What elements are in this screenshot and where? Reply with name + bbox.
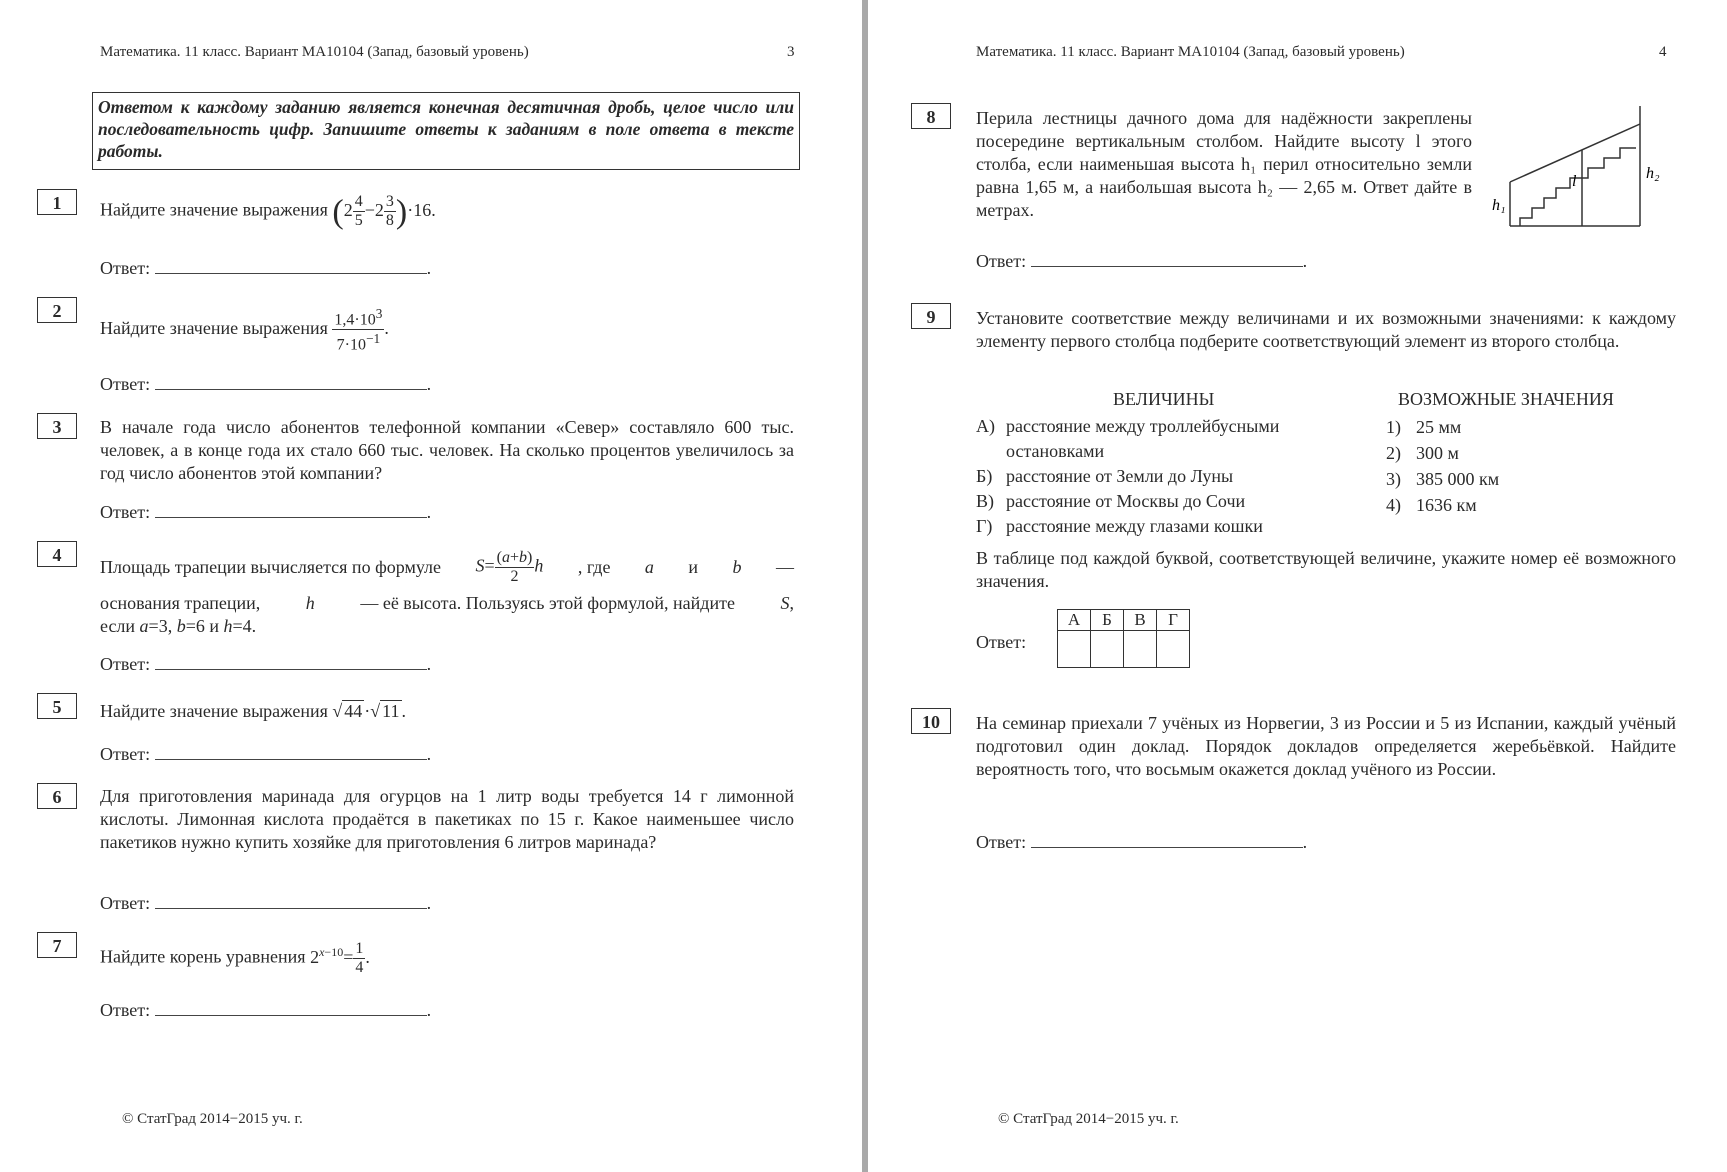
task-4-text-f: — её высота. Пользуясь этой формулой, найдите xyxy=(360,593,735,613)
task-9-text: Установите соответствие между величинами и их возможными значениями: к каждому элементу первого столбца подберите соответствующий элемент из второго столбца. xyxy=(976,308,1676,351)
values-list xyxy=(1386,414,1499,518)
task-7 xyxy=(100,940,370,977)
answer-cell-b[interactable] xyxy=(1091,631,1124,668)
task-4-text-a: Площадь трапеции вычисляется по формуле xyxy=(100,557,442,577)
task-number-6: 6 xyxy=(37,783,77,809)
answer-cell-a[interactable] xyxy=(1058,631,1091,668)
page-number: 3 xyxy=(787,44,795,60)
task-number-5: 5 xyxy=(37,693,77,719)
answer-line-5[interactable]: Ответ: . xyxy=(100,744,432,764)
answer-label: Ответ: xyxy=(100,258,151,278)
page-header: Математика. 11 класс. Вариант МА10104 (Запад, базовый уровень) xyxy=(976,44,1405,60)
quantity-item: В) расстояние от Москвы до Сочи xyxy=(976,491,1246,511)
task-number-7: 7 xyxy=(37,932,77,958)
page-header: Математика. 11 класс. Вариант МА10104 (Запад, базовый уровень) xyxy=(100,44,529,60)
task-number-2: 2 xyxy=(37,297,77,323)
task-2 xyxy=(100,305,389,355)
col-header-b: Б xyxy=(1091,610,1124,631)
quantities-list xyxy=(976,414,1336,539)
task-10-text: На семинар приехали 7 учёных из Норвегии, 3 из России и 5 из Испании, каждый учёный подготовил один доклад. Порядок докладов определяется жеребьёвкой. Найдите вероятность того, что восьмым окажется доклад учёного из России. xyxy=(976,713,1676,779)
task-7-equation: $2^{x-10}=$ $\frac{1}{4}$ . xyxy=(310,940,370,976)
task-8-text: Перила лестницы дачного дома для надёжности закреплены посередине вертикальным столбом. Найдите высоту l этого столба, если наименьшая высота h₁ перил относительно земли равна 1,65 м, а наибольшая высота h₂ — 2,65 м. Ответ дайте в метрах. xyxy=(976,108,1472,220)
col-header-g: Г xyxy=(1157,610,1190,631)
page-footer: © СтатГрад 2014−2015 уч. г. xyxy=(998,1111,1179,1127)
task-4-text-g: если xyxy=(100,616,136,636)
value-item: 3) 385 000 км xyxy=(1386,469,1500,489)
task-5-expression: √ 44 ·√ 11 . xyxy=(332,701,407,721)
answer-label: Ответ: xyxy=(100,1000,151,1020)
instructions-box: Ответом к каждому заданию является конечная десятичная дробь, целое число или последовательность цифр. Запишите ответы к заданиям в поле ответа в тексте работы. xyxy=(92,92,800,170)
task-5 xyxy=(100,700,406,723)
task-4-text-d: — xyxy=(775,557,794,577)
quantity-item: Б) расстояние от Земли до Луны xyxy=(976,466,1234,486)
col-header-a: А xyxy=(1058,610,1091,631)
left-page xyxy=(0,0,862,1172)
answer-line-8[interactable]: Ответ: . xyxy=(976,251,1308,271)
answer-label: Ответ: xyxy=(100,374,151,394)
task-2-expression: $\frac{1,4\cdot 10^3}{7\cdot 10^{-1}}$ . xyxy=(334,306,389,354)
answer-cell-g[interactable] xyxy=(1157,631,1190,668)
stair-railing-figure xyxy=(1486,98,1666,230)
col-header-v: В xyxy=(1124,610,1157,631)
value-item: 4) 1636 км xyxy=(1386,495,1477,515)
answer-line-1[interactable]: Ответ: . xyxy=(100,258,432,278)
task-6-text: Для приготовления маринада для огурцов на 1 литр воды требуется 14 г лимонной кислоты. Лимонная кислота продаётся в пакетиках по 15 г. Какое наименьшее число пакетиков нужно купить хозяйке для приготовления 6 литров маринада? xyxy=(100,786,794,852)
task-4-text-b: , где xyxy=(577,557,611,577)
value-item: 2) 300 м xyxy=(1386,443,1459,463)
answer-label: Ответ: xyxy=(100,744,151,764)
task-number-1: 1 xyxy=(37,189,77,215)
answer-label: Ответ: xyxy=(100,654,151,674)
answer-label: Ответ: xyxy=(100,893,151,913)
page-number: 4 xyxy=(1659,44,1667,60)
task-1 xyxy=(100,193,436,230)
task-7-text: Найдите корень уравнения xyxy=(100,946,306,967)
value-item: 1) 25 мм xyxy=(1386,417,1462,437)
task-4-text-e: основания трапеции, xyxy=(100,593,261,613)
answer-cell-v[interactable] xyxy=(1124,631,1157,668)
task-4-text-c: и xyxy=(688,557,699,577)
answer-label-9: Ответ: xyxy=(976,632,1027,652)
task-number-3: 3 xyxy=(37,413,77,439)
answer-line-3[interactable]: Ответ: . xyxy=(100,502,432,522)
quantities-heading: ВЕЛИЧИНЫ xyxy=(1113,389,1215,409)
quantity-item: А) расстояние между троллейбусными остановками xyxy=(976,416,1280,461)
task-4: Площадь трапеции вычисляется по формуле S= $\frac{(a+b)}{2}$ h , где a и b — основания трапеции, h — её высота. Пользуясь этой формулой, найдите S, если a=3, b=6 и h=4. xyxy=(100,549,794,636)
answer-label: Ответ: xyxy=(976,832,1027,852)
l-label: l xyxy=(1572,173,1577,190)
values-heading: ВОЗМОЖНЫЕ ЗНАЧЕНИЯ xyxy=(1398,389,1614,409)
task-number-9: 9 xyxy=(911,303,951,329)
h2-label: h₂ xyxy=(1646,165,1660,182)
answer-label: Ответ: xyxy=(100,502,151,522)
task-number-8: 8 xyxy=(911,103,951,129)
answer-label: Ответ: xyxy=(976,251,1027,271)
h1-label: h₁ xyxy=(1492,197,1506,214)
task-5-text: Найдите значение выражения xyxy=(100,701,328,721)
task-1-expression: (2 $\frac{4}{5}$ −2 $\frac{3}{8}$ )·16. xyxy=(332,193,436,230)
task-1-text: Найдите значение выражения xyxy=(100,199,328,220)
page-footer: © СтатГрад 2014−2015 уч. г. xyxy=(122,1111,303,1127)
answer-table-9 xyxy=(1057,609,1190,668)
answer-line-10[interactable]: Ответ: . xyxy=(976,832,1308,852)
answer-line-4[interactable]: Ответ: . xyxy=(100,654,432,674)
answer-line-2[interactable]: Ответ: . xyxy=(100,374,432,394)
right-page xyxy=(868,0,1727,1172)
quantity-item: Г) расстояние между глазами кошки xyxy=(976,516,1263,536)
answer-line-7[interactable]: Ответ: . xyxy=(100,1000,432,1020)
task-2-text: Найдите значение выражения xyxy=(100,317,328,338)
task-3-text: В начале года число абонентов телефонной компании «Север» составляло 600 тыс. человек, а в конце года их стало 660 тыс. человек. На сколько процентов увеличилось за год число абонентов этой компании? xyxy=(100,417,794,483)
task-number-10: 10 xyxy=(911,708,951,734)
task-4-formula: S= $\frac{(a+b)}{2}$ h xyxy=(475,549,544,585)
task-9-table-instruction: В таблице под каждой буквой, соответствующей величине, укажите номер её возможного значения. xyxy=(976,548,1676,591)
task-number-4: 4 xyxy=(37,541,77,567)
answer-line-6[interactable]: Ответ: . xyxy=(100,893,432,913)
